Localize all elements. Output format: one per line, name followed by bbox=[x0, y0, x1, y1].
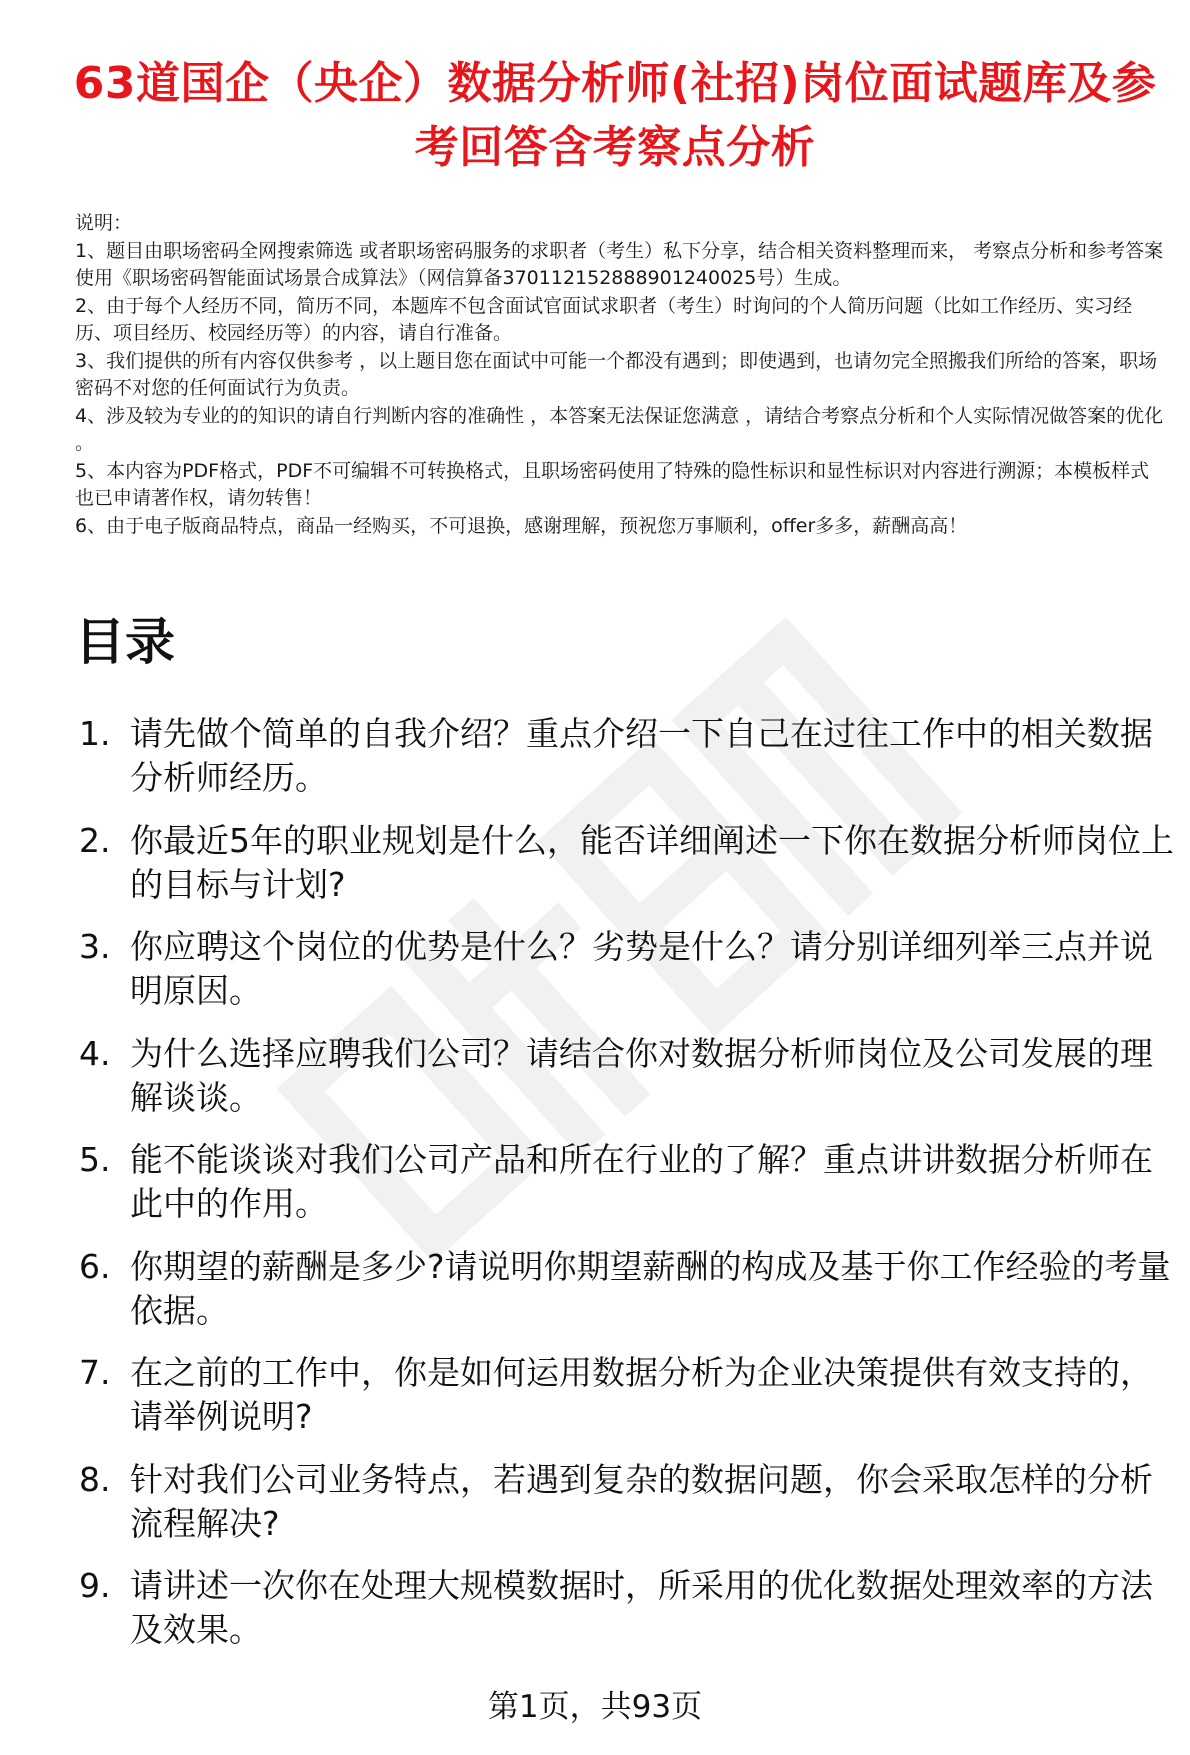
toc-item-text: 你期望的薪酬是多少?请说明你期望薪酬的构成及基于你工作经验的考量依据。 bbox=[130, 1246, 1171, 1330]
toc-item[interactable] bbox=[75, 1564, 1175, 1652]
toc-item-number: 1. bbox=[79, 714, 111, 753]
toc-item-number: 8. bbox=[79, 1459, 111, 1499]
toc-item[interactable] bbox=[75, 1032, 1175, 1120]
toc-item[interactable] bbox=[75, 1458, 1175, 1546]
toc-heading: 目录 bbox=[75, 613, 175, 671]
toc-item-text: 针对我们公司业务特点，若遇到复杂的数据问题，你会采取怎样的分析流程解决? bbox=[130, 1459, 1153, 1543]
toc-item-number: 4. bbox=[79, 1033, 111, 1073]
page-footer: 第1页，共93页 bbox=[487, 1689, 703, 1725]
toc-item-text: 你应聘这个岗位的优势是什么？劣势是什么？请分别详细列举三点并说明原因。 bbox=[130, 927, 1153, 1010]
toc-item[interactable] bbox=[75, 1351, 1175, 1439]
note-item: 2、由于每个人经历不同，简历不同，本题库不包含面试官面试求职者（考生）时询问的个人简历问题（比如工作经历、实习经历、项目经历、校园经历等）的内容，请自行准备。 bbox=[75, 294, 1133, 344]
note-item: 4、涉及较为专业的的知识的请自行判断内容的准确性 ，本答案无法保证您满意 ，请结合考察点分析和个人实际情况做答案的优化 。 bbox=[75, 404, 1164, 454]
note-item: 3、我们提供的所有内容仅供参考 ，以上题目您在面试中可能一个都没有遇到；即使遇到，也请勿完全照搬我们所给的答案，职场密码不对您的任何面试行为负责。 bbox=[75, 349, 1158, 399]
note-item: 6、由于电子版商品特点，商品一经购买，不可退换，感谢理解，预祝您万事顺利，offer多多，薪酬高高！ bbox=[75, 514, 968, 537]
toc-item-number: 2. bbox=[79, 820, 111, 860]
toc-item-number: 9. bbox=[79, 1566, 111, 1605]
toc-item-text: 你最近5年的职业规划是什么，能否详细阐述一下你在数据分析师岗位上的目标与计划? bbox=[130, 820, 1174, 904]
notes-label: 说明： bbox=[75, 212, 133, 234]
notes-section bbox=[75, 210, 1165, 540]
toc-item-number: 7. bbox=[79, 1353, 111, 1392]
note-item: 1、题目由职场密码全网搜索筛选 或者职场密码服务的求职者（考生）私下分享，结合相关资料整理而来， 考察点分析和参考答案使用《职场密码智能面试场景合成算法》（网信算备370112152888901240025号）生成。 bbox=[75, 239, 1164, 289]
toc-item-text: 为什么选择应聘我们公司？请结合你对数据分析师岗位及公司发展的理解谈谈。 bbox=[130, 1033, 1153, 1117]
toc-item[interactable] bbox=[75, 819, 1175, 907]
toc-item[interactable] bbox=[75, 925, 1175, 1013]
toc-item-text: 能不能谈谈对我们公司产品和所在行业的了解？重点讲讲数据分析师在此中的作用。 bbox=[130, 1140, 1153, 1223]
table-of-contents bbox=[75, 712, 1175, 1671]
toc-item-number: 6. bbox=[79, 1246, 111, 1286]
toc-item-number: 5. bbox=[79, 1140, 111, 1179]
toc-item[interactable] bbox=[75, 1138, 1175, 1226]
toc-item-number: 3. bbox=[79, 927, 111, 966]
toc-item[interactable] bbox=[75, 1245, 1175, 1333]
note-item: 5、本内容为PDF格式，PDF不可编辑不可转换格式，且职场密码使用了特殊的隐性标识和显性标识对内容进行溯源；本模板样式也已申请著作权，请勿转售！ bbox=[75, 459, 1150, 509]
document-title: 63道国企（央企）数据分析师(社招)岗位面试题库及参考回答含考察点分析 bbox=[73, 58, 1157, 173]
toc-item-text: 请讲述一次你在处理大规模数据时，所采用的优化数据处理效率的方法及效果。 bbox=[130, 1566, 1153, 1649]
toc-item-text: 在之前的工作中，你是如何运用数据分析为企业决策提供有效支持的，请举例说明? bbox=[130, 1353, 1153, 1436]
toc-item-text: 请先做个简单的自我介绍？重点介绍一下自己在过往工作中的相关数据分析师经历。 bbox=[130, 714, 1153, 797]
toc-item[interactable] bbox=[75, 712, 1175, 800]
